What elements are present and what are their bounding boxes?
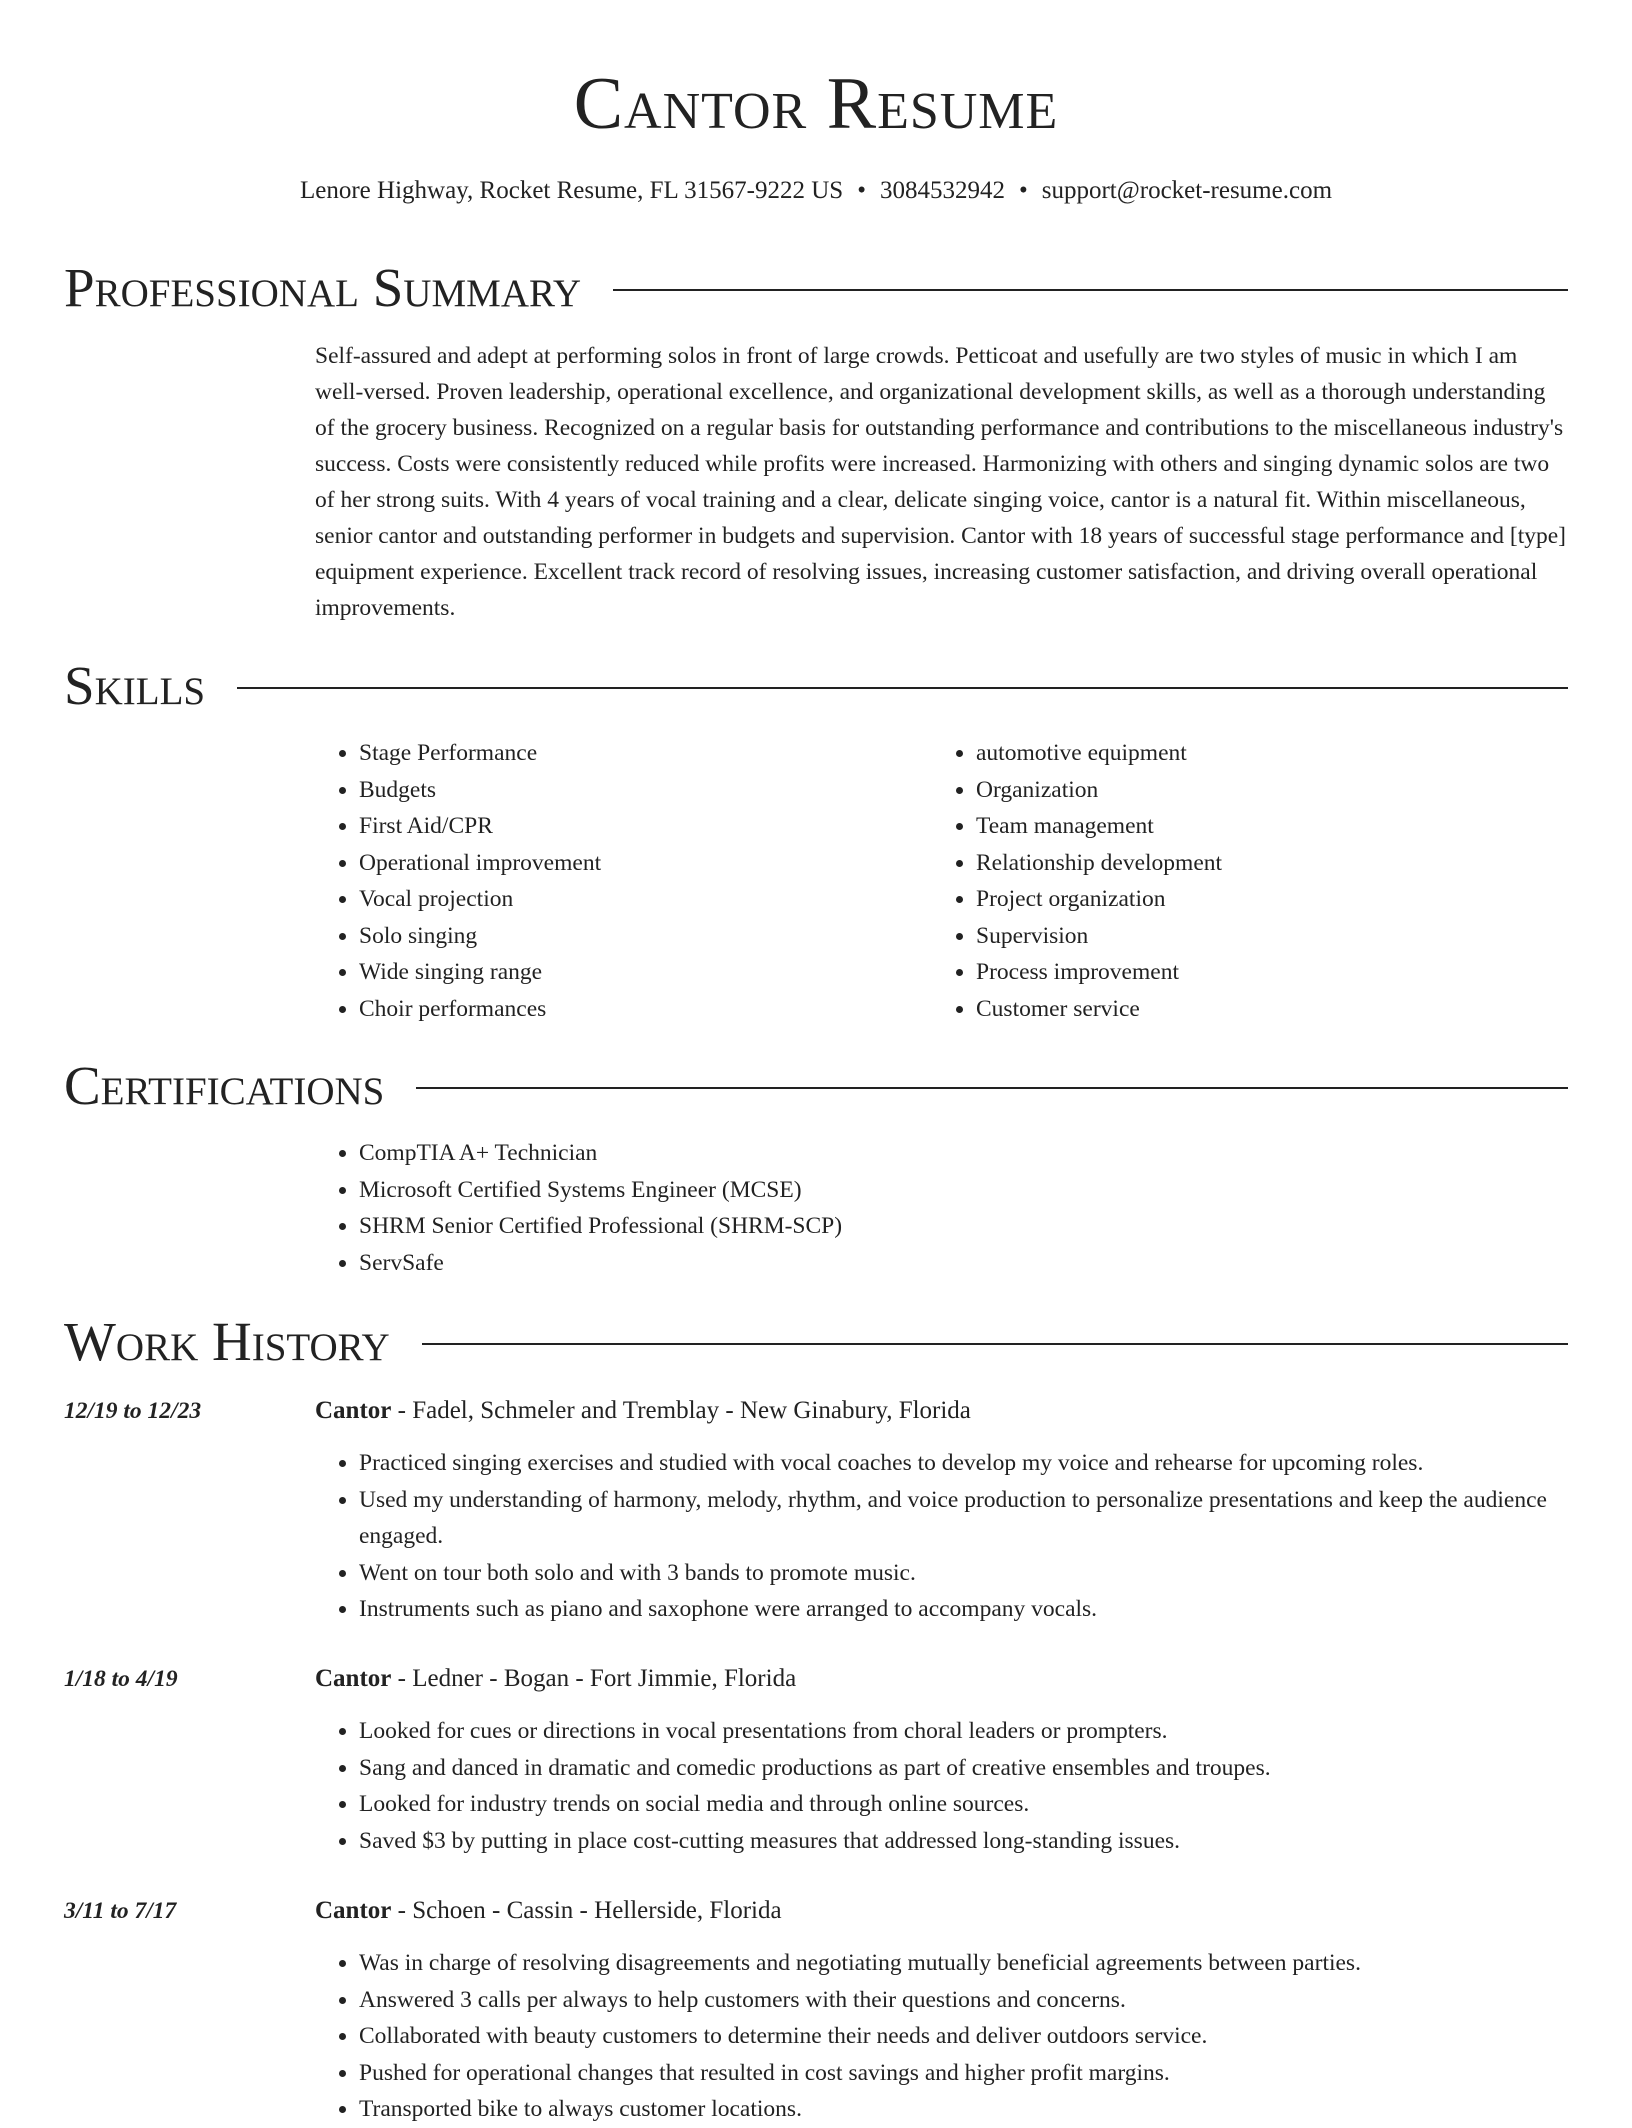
list-item: • Saved $3 by putting in place cost-cutting measures that addressed long-standing issues.: [359, 1823, 1613, 1860]
list-item: • Answered 3 calls per always to help customers with their questions and concerns.: [359, 1982, 1613, 2019]
list-item: • CompTIA A+ Technician: [359, 1135, 1569, 1172]
list-item: • ServSafe: [359, 1245, 1569, 1282]
list-item: • Choir performances: [359, 991, 915, 1028]
section-divider: [422, 1343, 1568, 1345]
list-item: • Operational improvement: [359, 845, 915, 882]
section-divider: [613, 289, 1568, 291]
list-item: • Collaborated with beauty customers to determine their needs and deliver outdoors service.: [359, 2018, 1613, 2055]
section-header-skills: [64, 654, 1568, 718]
job-bullets: [315, 1713, 1613, 1859]
list-item: • Sang and danced in dramatic and comedic productions as part of creative ensembles and troupes.: [359, 1750, 1613, 1787]
list-item: • Went on tour both solo and with 3 bands to promote music.: [359, 1555, 1613, 1592]
list-item: • Practiced singing exercises and studied with vocal coaches to develop my voice and rehearse for upcoming roles.: [359, 1445, 1613, 1482]
contact-address: Lenore Highway, Rocket Resume, FL 31567-9222 US: [299, 177, 844, 204]
list-item: • Vocal projection: [359, 881, 915, 918]
skills-list: [315, 735, 915, 1027]
list-item: • Microsoft Certified Systems Engineer (MCSE): [359, 1172, 1569, 1209]
contact-email: support@rocket-resume.com: [1041, 177, 1333, 204]
job-employer: - Ledner - Bogan - Fort Jimmie, Florida: [391, 1665, 797, 1692]
list-item: • Was in charge of resolving disagreements and negotiating mutually beneficial agreements between parties.: [359, 1945, 1613, 1982]
job-employer: - Fadel, Schmeler and Tremblay - New Ginabury, Florida: [391, 1397, 971, 1424]
list-item: • Wide singing range: [359, 954, 915, 991]
job-title-line: [315, 1893, 782, 1929]
job-title-line: [315, 1661, 796, 1697]
job-role: Cantor: [315, 1397, 392, 1424]
summary-text: Self-assured and adept at performing solos in front of large crowds. Petticoat and usefully are two styles of music in which I am well-versed. Proven leadership, operational excellence, and organizational development skills, as well as a thorough understanding of the grocery business. Recognized on a regular basis for outstanding performance and contributions to the miscellaneous industry's success. Costs were consistently reduced while profits were increased. Harmonizing with others and singing dynamic solos are two of her strong suits. With 4 years of vocal training and a clear, delicate singing voice, cantor is a natural fit. Within miscellaneous, senior cantor and outstanding performer in budgets and supervision. Cantor with 18 years of successful stage performance and [type] equipment experience. Excellent track record of resolving issues, increasing customer satisfaction, and driving overall operational improvements.: [315, 343, 1567, 621]
list-item: • Looked for cues or directions in vocal presentations from choral leaders or prompters.: [359, 1713, 1613, 1750]
job-role: Cantor: [315, 1897, 392, 1924]
section-title: Skills: [64, 655, 206, 716]
contact-separator: •: [1018, 177, 1028, 204]
list-item: • Supervision: [976, 918, 1532, 955]
section-divider: [416, 1087, 1568, 1089]
job-dates: 3/11 to 7/17: [64, 1898, 177, 1924]
list-item: • Instruments such as piano and saxophone were arranged to accompany vocals.: [359, 1591, 1613, 1628]
job-title-line: [315, 1393, 971, 1429]
list-item: • Relationship development: [976, 845, 1532, 882]
skills-column-right: [932, 735, 1532, 1027]
list-item: • Transported bike to always customer locations.: [359, 2091, 1613, 2128]
list-item: • Pushed for operational changes that resulted in cost savings and higher profit margins.: [359, 2055, 1613, 2092]
list-item: • Looked for industry trends on social media and through online sources.: [359, 1786, 1613, 1823]
job-role: Cantor: [315, 1665, 392, 1692]
resume-name: Cantor Resume: [573, 63, 1059, 145]
list-item: • Process improvement: [976, 954, 1532, 991]
list-item: • Project organization: [976, 881, 1532, 918]
list-item: • Customer service: [976, 991, 1532, 1028]
list-item: • Stage Performance: [359, 735, 915, 772]
section-header-summary: [64, 256, 1568, 320]
section-title: Certifications: [64, 1055, 385, 1116]
list-item: • Team management: [976, 808, 1532, 845]
list-item: • Used my understanding of harmony, melody, rhythm, and voice production to personalize presentations and keep the audience engaged.: [359, 1482, 1613, 1555]
certifications-list: [315, 1135, 1569, 1281]
contact-separator: •: [857, 177, 866, 204]
list-item: • First Aid/CPR: [359, 808, 915, 845]
list-item: • Organization: [976, 772, 1532, 809]
job-bullets: [315, 1445, 1613, 1628]
section-title: Work History: [64, 1311, 390, 1372]
job-bullets: [315, 1945, 1613, 2128]
section-header-work-history: [64, 1310, 1568, 1374]
section-header-certifications: [64, 1054, 1568, 1118]
contact-phone: 3084532942: [879, 177, 1005, 204]
contact-line: [0, 174, 1632, 208]
certifications-list-container: [315, 1135, 1569, 1281]
list-item: • automotive equipment: [976, 735, 1532, 772]
section-title: Professional Summary: [64, 257, 582, 318]
list-item: • SHRM Senior Certified Professional (SHRM-SCP): [359, 1208, 1569, 1245]
job-dates: 1/18 to 4/19: [64, 1666, 178, 1692]
section-divider: [237, 687, 1568, 689]
job-employer: - Schoen - Cassin - Hellerside, Florida: [391, 1897, 782, 1924]
list-item: • Solo singing: [359, 918, 915, 955]
skills-column-left: [315, 735, 915, 1027]
list-item: • Budgets: [359, 772, 915, 809]
skills-list: [932, 735, 1532, 1027]
job-dates: 12/19 to 12/23: [64, 1398, 202, 1424]
